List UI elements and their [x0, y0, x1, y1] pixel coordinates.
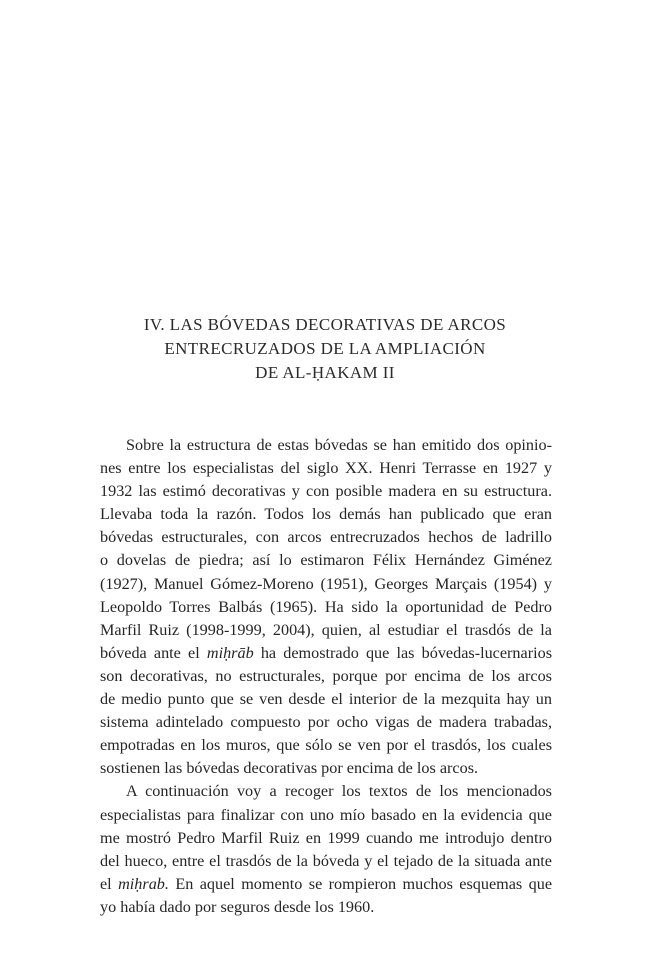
paragraph-1-line: Leopoldo Torres Balbás (1965). Ha sido la oportunidad de Pedro — [100, 597, 552, 616]
body-text — [100, 434, 552, 919]
mihrab-term: miḥrab. — [118, 874, 169, 893]
mihrab-term: miḥrāb — [206, 643, 254, 662]
chapter-title-line-2: ENTRECRUZADOS DE LA AMPLIACIÓN — [164, 339, 486, 358]
paragraph-1-line: nes entre los especialistas del siglo XX. Henri Terrasse en 1927 y — [100, 459, 552, 478]
paragraph-1-line: 1932 las estimó decorativas y con posible madera en su estructura. — [100, 482, 552, 501]
paragraph-1-line: son decorativas, no estructurales, porque por encima de los arcos — [100, 666, 552, 685]
paragraph-2-line: A continuación voy a recoger los textos de los mencionados — [126, 782, 552, 801]
paragraph-1-line: sostienen las bóvedas decorativas por encima de los arcos. — [100, 759, 479, 778]
line-text: ha demostrado que las bóvedas-lucernarios — [253, 643, 552, 662]
paragraph-1-line: (1927), Manuel Gómez-Moreno (1951), Georges Marçais (1954) y — [100, 574, 552, 593]
line-text: En aquel momento se rompieron muchos esquemas que — [168, 874, 552, 893]
chapter-title-line-1: IV. LAS BÓVEDAS DECORATIVAS DE ARCOS — [143, 315, 507, 334]
paragraph-1-line: Llevaba toda la razón. Todos los demás han publicado que eran — [100, 505, 552, 524]
paragraph-1-line: de medio punto que se ven desde el interior de la mezquita hay un — [100, 690, 552, 709]
paragraph-1-line: o dovelas de piedra; así lo estimaron Félix Hernández Giménez — [100, 551, 552, 570]
paragraph-2-line: del hueco, entre el trasdós de la bóveda y el tejado de la situada ante — [100, 851, 552, 870]
chapter-title-line-3: DE AL-ḤAKAM II — [255, 363, 395, 382]
paragraph-1-line: empotradas en los muros, que sólo se ven por el trasdós, los cuales — [100, 736, 552, 755]
line-text: el — [100, 874, 119, 893]
paragraph-1-line: Marfil Ruiz (1998-1999, 2004), quien, al estudiar el trasdós de la — [100, 620, 552, 639]
paragraph-1-line: bóvedas estructurales, con arcos entrecruzados hechos de ladrillo — [100, 528, 552, 547]
paragraph-1-line — [100, 642, 552, 665]
paragraph-2-line: me mostró Pedro Marfil Ruiz en 1999 cuando me introdujo dentro — [100, 828, 552, 847]
paragraph-1-line: sistema adintelado compuesto por ocho vigas de madera trabadas, — [100, 713, 552, 732]
paragraph-2-line — [100, 873, 552, 896]
paragraph-2-line: yo había dado por seguros desde los 1960. — [100, 897, 375, 916]
paragraph-2-line: especialistas para finalizar con uno mío basado en la evidencia que — [100, 805, 552, 824]
paragraph-1-line: Sobre la estructura de estas bóvedas se han emitido dos opinio- — [126, 436, 552, 454]
chapter-title — [100, 313, 550, 385]
line-text: bóveda ante el — [100, 643, 207, 662]
